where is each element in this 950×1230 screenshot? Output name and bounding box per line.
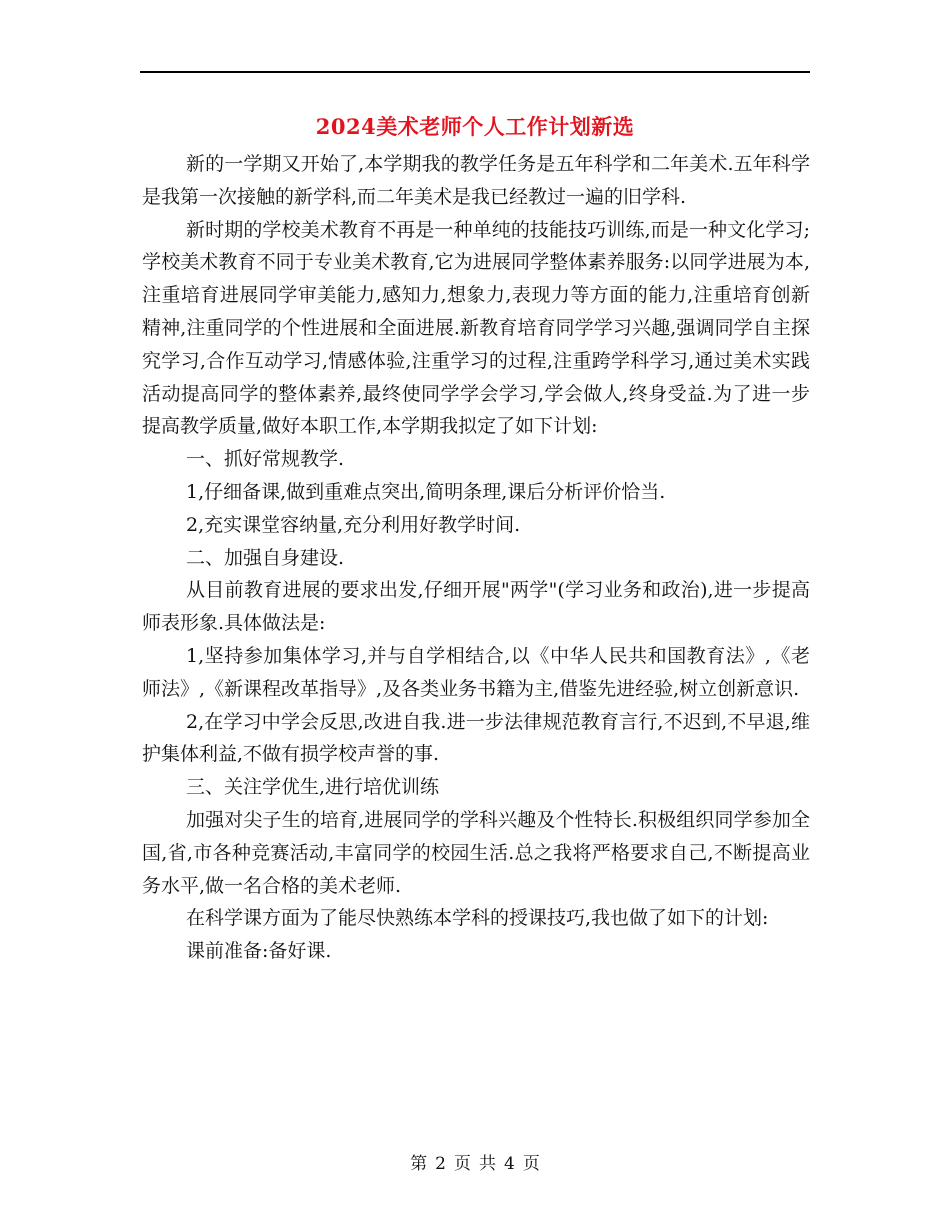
section-heading-self-development: 二、加强自身建设. bbox=[186, 546, 345, 569]
list-item-lesson-prep: 1,仔细备课,做到重难点突出,简明条理,课后分析评价恰当. bbox=[186, 480, 666, 503]
document-body bbox=[142, 148, 810, 968]
paragraph-science-plan: 在科学课方面为了能尽快熟练本学科的授课技巧,我也做了如下的计划: bbox=[186, 907, 769, 930]
footer-prefix: 第 bbox=[410, 1154, 428, 1174]
document-title: 2024美术老师个人工作计划新选 bbox=[315, 114, 635, 139]
section-heading-top-students: 三、关注学优生,进行培优训练 bbox=[186, 776, 440, 799]
footer-current-page: 2 bbox=[435, 1154, 446, 1174]
page-number-footer bbox=[0, 1152, 950, 1176]
section-heading-routine-teaching: 一、抓好常规教学. bbox=[186, 448, 345, 471]
list-item-class-time: 2,充实课堂容纳量,充分利用好教学时间. bbox=[186, 513, 521, 536]
list-item-reflection: 2,在学习中学会反思,改进自我.进一步法律规范教育言行,不迟到,不早退,维护集体利益,不做有损学校声誉的事. bbox=[142, 710, 810, 766]
paragraph-two-studies: 从目前教育进展的要求出发,仔细开展"两学"(学习业务和政治),进一步提高师表形象.具体做法是: bbox=[142, 579, 810, 635]
list-item-collective-study: 1,坚持参加集体学习,并与自学相结合,以《中华人民共和国教育法》,《老师法》,《新课程改革指导》,及各类业务书籍为主,借鉴先进经验,树立创新意识. bbox=[142, 644, 810, 700]
paragraph-lesson-preparation: 课前准备:备好课. bbox=[186, 940, 332, 963]
footer-page-word: 页 bbox=[454, 1154, 471, 1174]
footer-suffix: 页 bbox=[522, 1154, 540, 1174]
header-rule bbox=[140, 71, 810, 73]
paragraph-education-philosophy: 新时期的学校美术教育不再是一种单纯的技能技巧训练,而是一种文化学习;学校美术教育不同于专业美术教育,它为进展同学整体素养服务:以同学进展为本,注重培育进展同学审美能力,感知力,想象力,表现力等方面的能力,注重培育创新精神,注重同学的个性进展和全面进展.新教育培育同学学习兴趣,强调同学自主探究学习,合作互动学习,情感体验,注重学习的过程,注重跨学科学习,通过美术实践活动提高同学的整体素养,最终使同学学会学习,学会做人,终身受益.为了进一步提高教学质量,做好本职工作,本学期我拟定了如下计划: bbox=[142, 218, 810, 438]
paragraph-top-students: 加强对尖子生的培育,进展同学的学科兴趣及个性特长.积极组织同学参加全国,省,市各种竞赛活动,丰富同学的校园生活.总之我将严格要求自己,不断提高业务水平,做一名合格的美术老师. bbox=[142, 808, 810, 897]
footer-total-pages: 4 bbox=[504, 1154, 515, 1174]
footer-total-word: 共 bbox=[479, 1154, 496, 1174]
paragraph-intro: 新的一学期又开始了,本学期我的教学任务是五年科学和二年美术.五年科学是我第一次接触的新学科,而二年美术是我已经教过一遍的旧学科. bbox=[142, 153, 810, 208]
